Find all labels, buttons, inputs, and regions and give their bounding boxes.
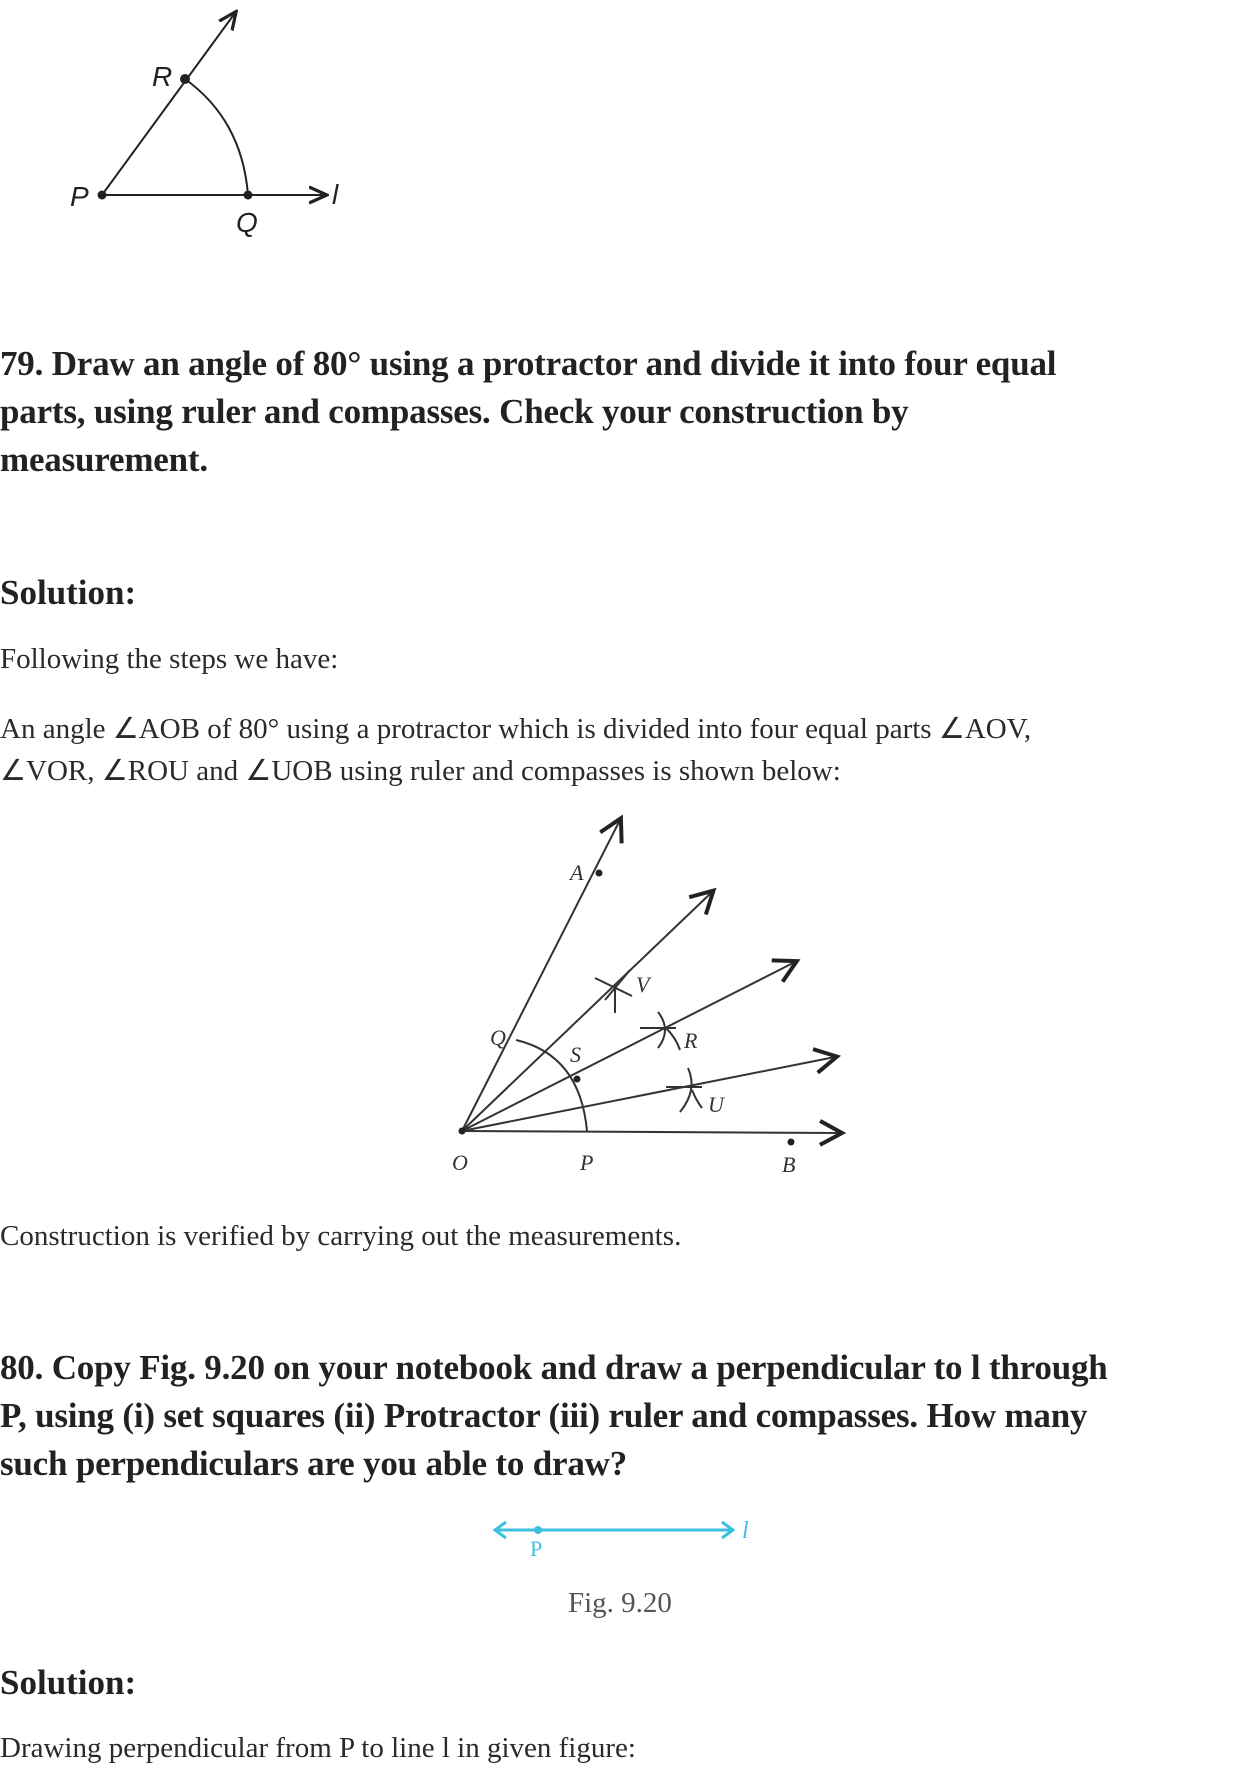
question-80 [0,1344,1108,1488]
label-s: S [570,1042,581,1067]
description-line-2: ∠VOR, ∠ROU and ∠UOB using ruler and compasses is shown below: [0,755,841,787]
label-q: Q [490,1025,506,1050]
label-a: A [570,860,584,885]
question-79-line-2: parts, using ruler and compasses. Check your construction by [0,392,909,431]
figure-caption: Fig. 9.20 [568,1587,672,1619]
label-q: Q [236,207,258,238]
figure-angle-pqr [60,0,360,240]
label-point-p: P [530,1536,543,1560]
label-r: R [152,61,173,92]
question-80-line-3: such perpendiculars are you able to draw? [0,1444,628,1483]
description-line-1: An angle ∠AOB of 80° using a protractor which is divided into four equal parts ∠AOV, [0,713,1032,745]
question-80-line-2: P, using (i) set squares (ii) Protractor (iii) ruler and compasses. How many [0,1396,1088,1435]
solution-heading-80: Solution: [0,1663,137,1702]
figure-angle-80-division [440,800,860,1180]
label-u: U [708,1092,724,1117]
solution-79-description [0,708,1031,792]
question-79-line-1: 79. Draw an angle of 80° using a protractor and divide it into four equal [0,344,1057,383]
question-79 [0,340,1056,484]
question-79-line-3: measurement. [0,440,208,479]
verification-text: Construction is verified by carrying out the measurements. [0,1220,682,1252]
label-r: R [684,1028,698,1053]
question-80-line-1: 80. Copy Fig. 9.20 on your notebook and draw a perpendicular to l through [0,1348,1108,1387]
label-line-l: l [742,1518,749,1544]
label-p: P [70,181,89,212]
label-v: V [636,972,650,997]
label-p: P [580,1150,594,1175]
label-l: l [332,179,339,210]
solution-79-intro: Following the steps we have: [0,643,339,675]
solution-heading-79: Solution: [0,573,137,612]
label-o: O [452,1150,468,1175]
figure-9-20 [490,1510,760,1560]
label-b: B [782,1152,796,1177]
solution-80-intro: Drawing perpendicular from P to line l in given figure: [0,1732,636,1764]
